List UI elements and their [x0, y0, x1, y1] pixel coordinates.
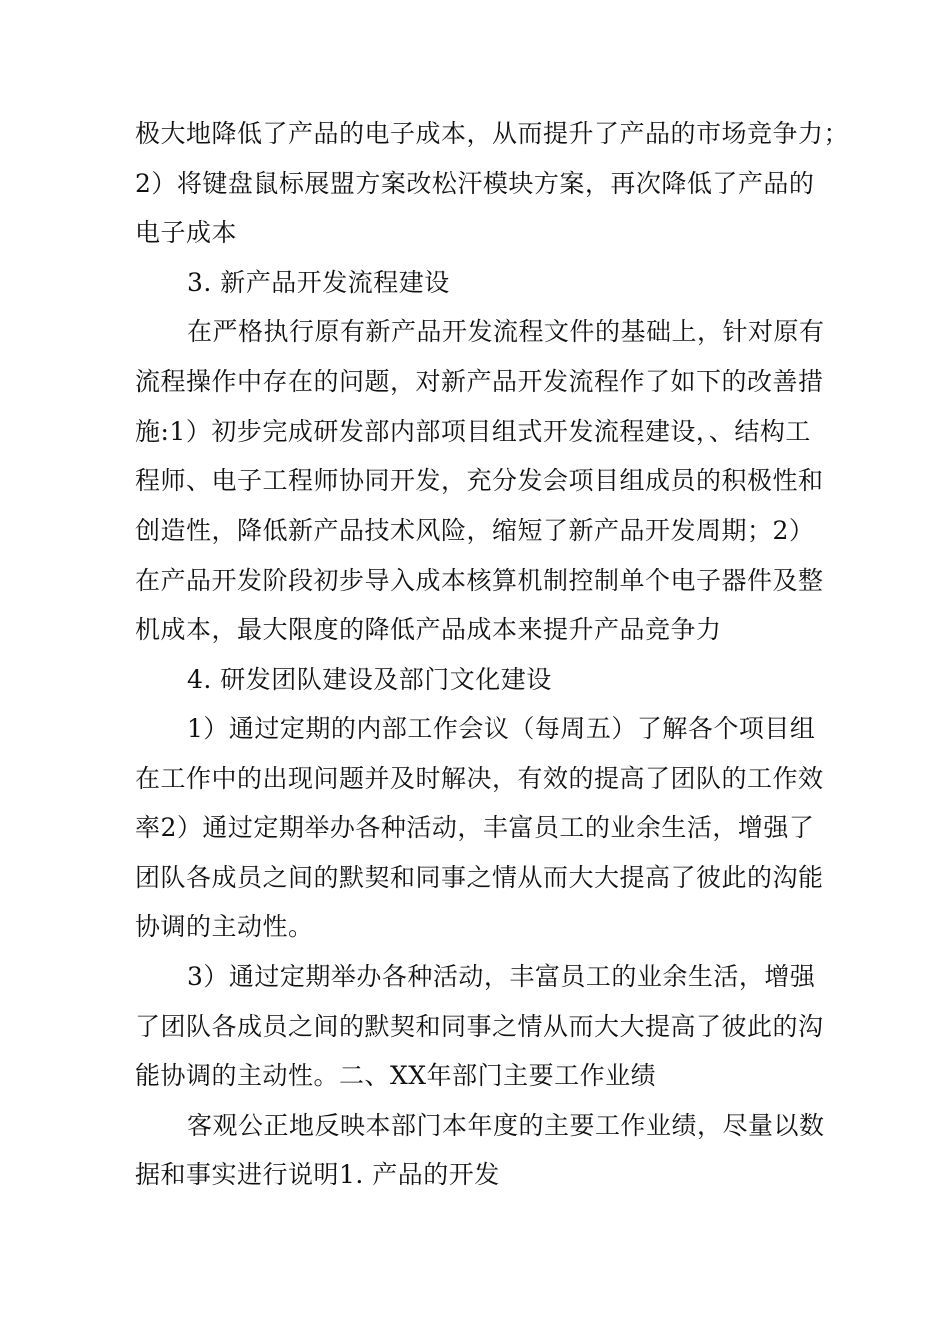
text-line: 1）通过定期的内部工作会议（每周五）了解各个项目组 — [187, 714, 816, 743]
text-line: 2）将键盘鼠标展盟方案改松汗模块方案，再次降低了产品的 — [135, 169, 815, 198]
text-line: 极大地降低了产品的电子成本，从而提升了产品的市场竞争力； — [135, 119, 850, 148]
text-line: 在工作中的出现问题并及时解决，有效的提高了团队的工作效 — [135, 764, 824, 793]
text-line: 团队各成员之间的默契和同事之情从而大大提高了彼此的沟能 — [135, 863, 824, 892]
text-line: 能协调的主动性。二、XX年部门主要工作业绩 — [135, 1061, 657, 1090]
text-line: 流程操作中存在的问题，对新产品开发流程作了如下的改善措 — [135, 367, 824, 396]
text-line: 电子成本 — [135, 218, 238, 247]
section-heading: 3. 新产品开发流程建设 — [187, 268, 450, 297]
text-line: 施:1）初步完成研发部内部项目组式开发流程建设，、结构工 — [135, 417, 811, 446]
text-line: 据和事实进行说明1. 产品的开发 — [135, 1160, 500, 1189]
text-line: 机成本，最大限度的降低产品成本来提升产品竞争力 — [135, 615, 722, 644]
text-line: 了团队各成员之间的默契和同事之情从而大大提高了彼此的沟 — [135, 1012, 824, 1041]
text-line: 协调的主动性。 — [135, 912, 314, 941]
text-line: 客观公正地反映本部门本年度的主要工作业绩，尽量以数 — [187, 1111, 825, 1140]
text-line: 创造性，降低新产品技术风险，缩短了新产品开发周期；2） — [135, 516, 815, 545]
text-line: 程师、电子工程师协同开发，充分发会项目组成员的积极性和 — [135, 466, 824, 495]
text-line: 率2）通过定期举办各种活动，丰富员工的业余生活，增强了 — [135, 813, 815, 842]
text-line: 在产品开发阶段初步导入成本核算机制控制单个电子器件及整 — [135, 566, 824, 595]
section-heading: 4. 研发团队建设及部门文化建设 — [187, 665, 552, 694]
text-line: 在严格执行原有新产品开发流程文件的基础上，针对原有 — [187, 317, 825, 346]
text-line: 3）通过定期举办各种活动，丰富员工的业余生活，增强 — [187, 962, 816, 991]
